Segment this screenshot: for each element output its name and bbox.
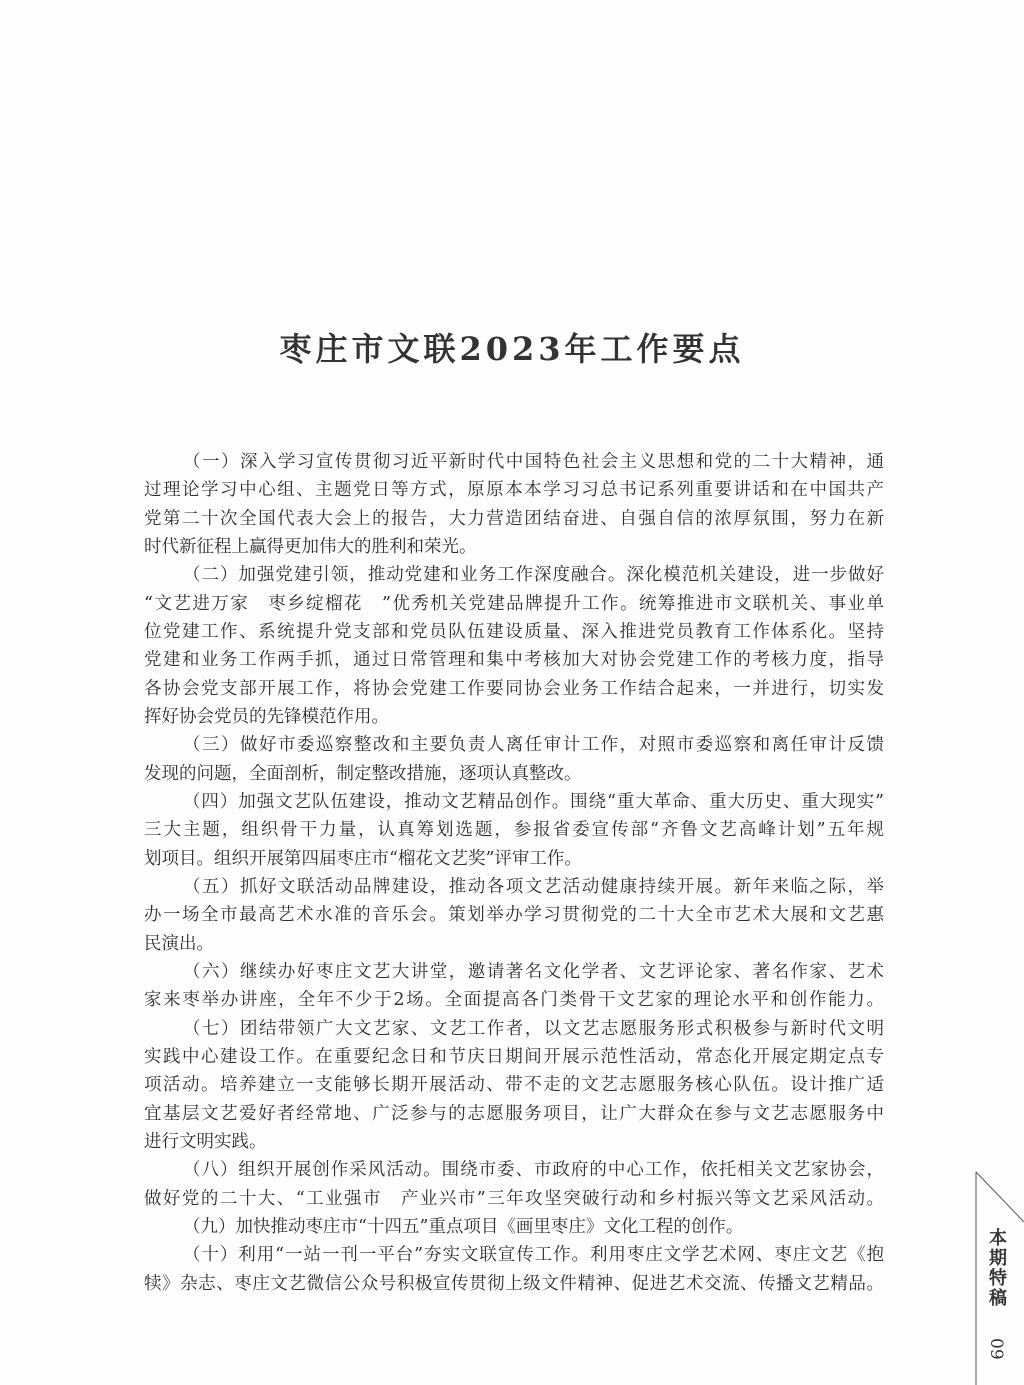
- text-line: 进行文明实践。: [144, 1131, 267, 1152]
- paragraph-9: [144, 1213, 884, 1241]
- text-line: 党第二十次全国代表大会上的报告，大力营造团结奋进、自强自信的浓厚氛围，努力在新: [144, 508, 884, 529]
- text-line: 办一场全市最高艺术水准的音乐会。策划举办学习贯彻党的二十大全市艺术大展和文艺惠: [144, 905, 884, 926]
- text-line: 家来枣举办讲座，全年不少于2场。全面提高各门类骨干文艺家的理论水平和创作能力。: [144, 990, 884, 1011]
- text-line: 项活动。培养建立一支能够长期开展活动、带不走的文艺志愿服务核心队伍。设计推广适: [144, 1075, 884, 1096]
- paragraph-7: [144, 1015, 884, 1157]
- text-line: （九）加快推动枣庄市“十四五”重点项目《画里枣庄》文化工程的创作。: [183, 1216, 744, 1237]
- text-line: 宜基层文艺爱好者经常地、广泛参与的志愿服务项目，让广大群众在参与文艺志愿服务中: [144, 1103, 884, 1124]
- text-line: 时代新征程上赢得更加伟大的胜利和荣光。: [144, 536, 477, 557]
- text-line: 各协会党支部开展工作，将协会党建工作要同协会业务工作结合起来，一并进行，切实发: [144, 678, 884, 699]
- paragraph-3: [144, 731, 884, 788]
- paragraph-1: [144, 448, 884, 561]
- paragraph-5: [144, 873, 884, 958]
- article-body: [144, 448, 884, 1298]
- text-line: （七）团结带领广大文艺家、文艺工作者，以文艺志愿服务形式积极参与新时代文明: [183, 1018, 884, 1039]
- text-line: 做好党的二十大、“工业强市 产业兴市”三年攻坚突破行动和乡村振兴等文艺采风活动。: [144, 1188, 884, 1209]
- text-line: “文艺进万家 枣乡绽榴花 ”优秀机关党建品牌提升工作。统筹推进市文联机关、事业单: [144, 593, 884, 614]
- text-line: 位党建工作、系统提升党支部和党员队伍建设质量、深入推进党员教育工作体系化。坚持: [144, 621, 884, 642]
- text-line: 三大主题，组织骨干力量，认真筹划选题，参报省委宣传部“齐鲁文艺高峰计划”五年规: [144, 820, 884, 841]
- paragraph-4: [144, 788, 884, 873]
- page-title: 枣庄市文联2023年工作要点: [279, 330, 745, 369]
- text-line: 发现的问题，全面剖析，制定整改措施，逐项认真整改。: [144, 763, 582, 784]
- text-line: 犊》杂志、枣庄文艺微信公众号积极宣传贯彻上级文件精神、促进艺术交流、传播文艺精品。: [144, 1273, 884, 1294]
- text-line: （三）做好市委巡察整改和主要负责人离任审计工作，对照市委巡察和离任审计反馈: [183, 735, 884, 756]
- paragraph-8: [144, 1156, 884, 1213]
- text-line: 党建和业务工作两手抓，通过日常管理和集中考核加大对协会党建工作的考核力度，指导: [144, 650, 884, 671]
- text-line: 挥好协会党员的先锋模范作用。: [144, 706, 389, 727]
- text-line: 过理论学习中心组、主题党日等方式，原原本本学习习总书记系列重要讲话和在中国共产: [144, 480, 884, 501]
- text-line: 划项目。组织开展第四届枣庄市“榴花文艺奖”评审工作。: [144, 848, 582, 869]
- page-number: 09: [986, 1338, 1006, 1360]
- text-line: 实践中心建设工作。在重要纪念日和节庆日期间开展示范性活动，常态化开展定期定点专: [144, 1046, 884, 1067]
- paragraph-6: [144, 958, 884, 1015]
- tab-diagonal-rule: [976, 1172, 1024, 1222]
- text-line: （二）加强党建引领，推动党建和业务工作深度融合。深化模范机关建设，进一步做好: [183, 565, 884, 586]
- paragraph-10: [144, 1241, 884, 1298]
- text-line: （五）抓好文联活动品牌建设，推动各项文艺活动健康持续开展。新年来临之际，举: [183, 876, 884, 897]
- text-line: （十）利用“一站一刊一平台”夯实文联宣传工作。利用枣庄文学艺术网、枣庄文艺《抱: [183, 1245, 884, 1266]
- text-line: （六）继续办好枣庄文艺大讲堂，邀请著名文化学者、文艺评论家、著名作家、艺术: [183, 961, 884, 982]
- text-line: 民演出。: [144, 933, 214, 954]
- text-line: （一）深入学习宣传贯彻习近平新时代中国特色社会主义思想和党的二十大精神，通: [183, 452, 884, 472]
- text-line: （四）加强文艺队伍建设，推动文艺精品创作。围绕“重大革命、重大历史、重大现实”: [183, 791, 884, 812]
- section-label: 本期特稿: [986, 1228, 1007, 1308]
- paragraph-2: [144, 561, 884, 731]
- text-line: （八）组织开展创作采风活动。围绕市委、市政府的中心工作，依托相关文艺家协会，: [183, 1160, 884, 1181]
